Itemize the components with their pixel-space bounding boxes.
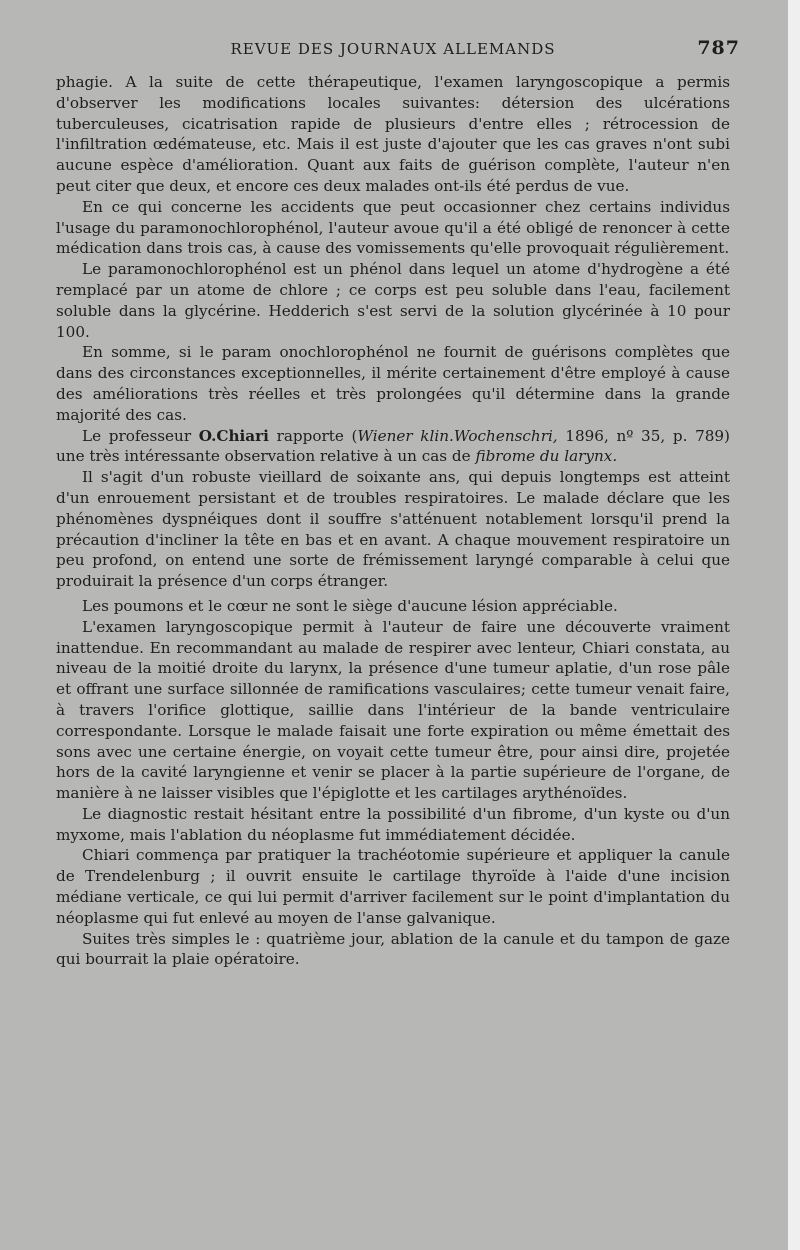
- paragraph-chiari-citation: [56, 426, 730, 468]
- diagnosis-title: fibrome du larynx.: [475, 447, 618, 466]
- paragraph: En ce qui concerne les accidents que peut occasionner chez certains individus l'usage du paramonochlorophénol, l'auteur avoue qu'il a été obligé de renoncer à cette médication dans trois cas, à cause des vomissements qu'elle provoquait régulièrement.: [56, 197, 730, 258]
- paragraph: Suites très simples le : quatrième jour, ablation de la canule et du tampon de gaze qui bourrait la plaie opératoire.: [56, 929, 730, 969]
- article-body: [56, 72, 730, 970]
- citation-middle: rapporte (: [268, 426, 358, 445]
- citation-lead: Le professeur: [82, 426, 199, 445]
- page-header: [56, 32, 740, 72]
- paragraph: Chiari commença par pratiquer la trachéotomie supérieure et appliquer la canule de Trendelenburg ; il ouvrit ensuite le cartilage thyroïde à l'aide d'une incision médiane verticale, ce qui lui permit d'arriver facilement sur le point d'implantation du néoplasme qui fut enlevé au moyen de l'anse galvanique.: [56, 846, 730, 927]
- journal-name: Wiener klin.Wochenschri,: [357, 426, 558, 445]
- author-name: O.Chiari: [198, 426, 269, 445]
- paragraph: Le diagnostic restait hésitant entre la possibilité d'un fibrome, d'un kyste ou d'un myxome, mais l'ablation du néoplasme fut immédiatement décidée.: [56, 804, 730, 844]
- paragraph: L'examen laryngoscopique permit à l'auteur de faire une découverte vraiment inattendue. En recommandant au malade de respirer avec lenteur, Chiari constata, au niveau de la moitié droite du larynx, la présence d'une tumeur aplatie, d'un rose pâle et offrant une surface sillonnée de ramifications vasculaires; cette tumeur venait faire, à travers l'orifice glottique, saillie dans l'intérieur de la bande ventriculaire correspondante. Lorsque le malade faisait une forte expiration ou même émettait des sons avec une certaine énergie, on voyait cette tumeur être, pour ainsi dire, projetée hors de la cavité laryngienne et venir se placer à la partie supérieure de l'organe, de manière à ne laisser visibles que l'épiglotte et les cartilages arythénoïdes.: [56, 617, 730, 803]
- paragraph: Il s'agit d'un robuste vieillard de soixante ans, qui depuis longtemps est atteint d'un enrouement persistant et de troubles respiratoires. Le malade déclare que les phénomènes dyspnéiques dont il souffre s'atténuent notablement lorsqu'il prend la précaution d'incliner la tête en bas et en avant. A chaque mouvement respiratoire un peu profond, on entend une sorte de frémissement laryngé comparable à celui que produirait la présence d'un corps étranger.: [56, 468, 730, 591]
- citation-reference: 1896, nº 35, p. 789) une très intéressante observation relative à un cas de: [56, 426, 730, 466]
- paragraph: Les poumons et le cœur ne sont le siège d'aucune lésion appréciable.: [82, 596, 618, 615]
- paragraph: phagie. A la suite de cette thérapeutique, l'examen laryngoscopique a permis d'observer les modifications locales suivantes: détersion des ulcérations tuberculeuses, cicatrisation rapide de plusieurs d'entre elles ; rétrocession de l'infiltration œdémateuse, etc. Mais il est juste d'ajouter que les cas graves n'ont subi aucune espèce d'amélioration. Quant aux faits de guérison complète, l'auteur n'en peut citer que deux, et encore ces deux malades ont-ils été perdus de vue.: [56, 73, 730, 195]
- running-title: REVUE DES JOURNAUX ALLEMANDS: [230, 40, 556, 58]
- paragraph: Le paramonochlorophénol est un phénol dans lequel un atome d'hydrogène a été remplacé par un atome de chlore ; ce corps est peu soluble dans l'eau, facilement soluble dans la glycérine. Hedderich s'est servi de la solution glycérinée à 10 pour 100.: [56, 260, 730, 341]
- paragraph: En somme, si le param onochlorophénol ne fournit de guérisons complètes que dans des circonstances exceptionnelles, il mérite certainement d'être employé à cause des améliorations très réelles et très prolongées qu'il détermine dans la grande majorité des cas.: [56, 343, 730, 424]
- page-number: 787: [697, 37, 740, 59]
